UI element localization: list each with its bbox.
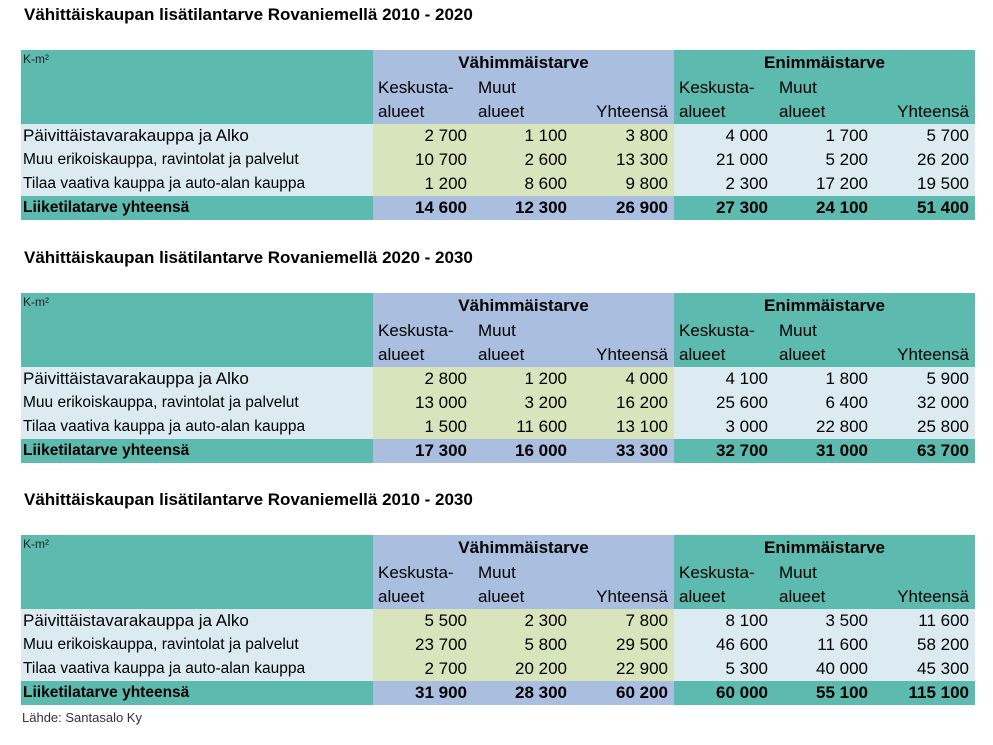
table-row xyxy=(21,172,975,196)
col-header: Keskusta- xyxy=(674,76,774,100)
col-header xyxy=(573,561,674,585)
col-header: Yhteensä xyxy=(874,585,975,609)
col-header: Muut xyxy=(473,319,573,343)
table-cell: 40 000 xyxy=(774,657,874,681)
col-header: alueet xyxy=(774,100,874,124)
col-header: Keskusta- xyxy=(674,319,774,343)
table-cell: 3 800 xyxy=(573,124,674,148)
unit-label: K-m² xyxy=(21,50,373,76)
table-cell: 7 800 xyxy=(573,609,674,633)
table-cell: 13 100 xyxy=(573,415,674,439)
table-cell: 1 200 xyxy=(373,172,473,196)
col-header: alueet xyxy=(674,100,774,124)
col-header: alueet xyxy=(473,585,573,609)
total-row xyxy=(21,681,975,705)
col-header: Muut xyxy=(774,561,874,585)
col-header: Keskusta- xyxy=(373,319,473,343)
total-cell: 26 900 xyxy=(573,196,674,220)
table-cell: 4 000 xyxy=(573,367,674,391)
table-row xyxy=(21,148,975,172)
table-cell: 23 700 xyxy=(373,633,473,657)
table-cell: 5 200 xyxy=(774,148,874,172)
row-label: Tilaa vaativa kauppa ja auto-alan kauppa xyxy=(21,172,373,196)
col-header: alueet xyxy=(674,343,774,367)
total-cell: 60 000 xyxy=(674,681,774,705)
total-row xyxy=(21,439,975,463)
row-label: Tilaa vaativa kauppa ja auto-alan kauppa xyxy=(21,415,373,439)
table-cell: 5 900 xyxy=(874,367,975,391)
total-cell: 32 700 xyxy=(674,439,774,463)
table-cell: 8 600 xyxy=(473,172,573,196)
total-cell: 16 000 xyxy=(473,439,573,463)
col-header xyxy=(874,319,975,343)
table-cell: 25 600 xyxy=(674,391,774,415)
table-cell: 8 100 xyxy=(674,609,774,633)
row-label: Päivittäistavarakauppa ja Alko xyxy=(21,609,373,633)
table-cell: 4 000 xyxy=(674,124,774,148)
group-header-max: Enimmäistarve xyxy=(674,293,975,319)
col-header: Muut xyxy=(774,319,874,343)
group-header-min: Vähimmäistarve xyxy=(373,535,674,561)
table-cell: 5 300 xyxy=(674,657,774,681)
col-header: alueet xyxy=(674,585,774,609)
table-cell: 6 400 xyxy=(774,391,874,415)
row-label: Tilaa vaativa kauppa ja auto-alan kauppa xyxy=(21,657,373,681)
row-label: Päivittäistavarakauppa ja Alko xyxy=(21,124,373,148)
table-cell: 26 200 xyxy=(874,148,975,172)
col-header: Yhteensä xyxy=(573,585,674,609)
source-note: Lähde: Santasalo Ky xyxy=(22,710,142,725)
group-header-min: Vähimmäistarve xyxy=(373,50,674,76)
col-header: alueet xyxy=(774,343,874,367)
col-header: alueet xyxy=(473,343,573,367)
table-row xyxy=(21,124,975,148)
unit-label: K-m² xyxy=(21,293,373,319)
table-cell: 5 800 xyxy=(473,633,573,657)
table-cell: 3 200 xyxy=(473,391,573,415)
table-cell: 11 600 xyxy=(473,415,573,439)
total-cell: 60 200 xyxy=(573,681,674,705)
col-header: Keskusta- xyxy=(373,561,473,585)
table-cell: 2 800 xyxy=(373,367,473,391)
col-header: Keskusta- xyxy=(674,561,774,585)
group-header-min: Vähimmäistarve xyxy=(373,293,674,319)
total-cell: 55 100 xyxy=(774,681,874,705)
col-header: alueet xyxy=(373,585,473,609)
total-cell: 33 300 xyxy=(573,439,674,463)
table-cell: 2 300 xyxy=(473,609,573,633)
table-row xyxy=(21,657,975,681)
total-cell: 63 700 xyxy=(874,439,975,463)
col-header: Yhteensä xyxy=(573,100,674,124)
table-cell: 46 600 xyxy=(674,633,774,657)
table-cell: 1 100 xyxy=(473,124,573,148)
col-header: Yhteensä xyxy=(573,343,674,367)
col-header: Yhteensä xyxy=(874,100,975,124)
col-header: alueet xyxy=(373,343,473,367)
table-cell: 2 600 xyxy=(473,148,573,172)
table-cell: 32 000 xyxy=(874,391,975,415)
total-cell: 17 300 xyxy=(373,439,473,463)
demand-table xyxy=(21,293,975,463)
total-label: Liiketilatarve yhteensä xyxy=(21,196,373,220)
total-cell: 115 100 xyxy=(874,681,975,705)
total-cell: 31 900 xyxy=(373,681,473,705)
table-cell: 2 700 xyxy=(373,657,473,681)
total-cell: 28 300 xyxy=(473,681,573,705)
table-cell: 1 500 xyxy=(373,415,473,439)
table-cell: 20 200 xyxy=(473,657,573,681)
group-header-max: Enimmäistarve xyxy=(674,535,975,561)
table-row xyxy=(21,633,975,657)
total-label: Liiketilatarve yhteensä xyxy=(21,439,373,463)
table-cell: 22 800 xyxy=(774,415,874,439)
table-cell: 16 200 xyxy=(573,391,674,415)
total-cell: 12 300 xyxy=(473,196,573,220)
table-cell: 21 000 xyxy=(674,148,774,172)
table-cell: 25 800 xyxy=(874,415,975,439)
table-cell: 9 800 xyxy=(573,172,674,196)
table-cell: 3 500 xyxy=(774,609,874,633)
col-header xyxy=(573,76,674,100)
col-header: Yhteensä xyxy=(874,343,975,367)
col-header: alueet xyxy=(373,100,473,124)
table-cell: 11 600 xyxy=(774,633,874,657)
table-cell: 1 700 xyxy=(774,124,874,148)
col-header: Keskusta- xyxy=(373,76,473,100)
table-row xyxy=(21,391,975,415)
row-label: Muu erikoiskauppa, ravintolat ja palvelut xyxy=(21,148,373,172)
demand-table xyxy=(21,535,975,705)
table-cell: 29 500 xyxy=(573,633,674,657)
table-cell: 17 200 xyxy=(774,172,874,196)
total-row xyxy=(21,196,975,220)
row-label: Päivittäistavarakauppa ja Alko xyxy=(21,367,373,391)
row-label: Muu erikoiskauppa, ravintolat ja palvelut xyxy=(21,633,373,657)
demand-table xyxy=(21,50,975,220)
table-cell: 3 000 xyxy=(674,415,774,439)
table-title: Vähittäiskaupan lisätilantarve Rovaniemellä 2020 - 2030 xyxy=(24,248,473,267)
table-cell: 58 200 xyxy=(874,633,975,657)
table-cell: 45 300 xyxy=(874,657,975,681)
total-cell: 14 600 xyxy=(373,196,473,220)
total-cell: 31 000 xyxy=(774,439,874,463)
table-cell: 1 200 xyxy=(473,367,573,391)
table-cell: 11 600 xyxy=(874,609,975,633)
table-cell: 1 800 xyxy=(774,367,874,391)
table-row xyxy=(21,367,975,391)
total-label: Liiketilatarve yhteensä xyxy=(21,681,373,705)
table-cell: 5 700 xyxy=(874,124,975,148)
table-row xyxy=(21,609,975,633)
table-row xyxy=(21,415,975,439)
col-header xyxy=(874,561,975,585)
total-cell: 27 300 xyxy=(674,196,774,220)
col-header xyxy=(874,76,975,100)
table-title: Vähittäiskaupan lisätilantarve Rovaniemellä 2010 - 2020 xyxy=(24,5,473,24)
table-cell: 19 500 xyxy=(874,172,975,196)
col-header xyxy=(573,319,674,343)
table-cell: 22 900 xyxy=(573,657,674,681)
col-header: Muut xyxy=(473,561,573,585)
total-cell: 24 100 xyxy=(774,196,874,220)
row-label: Muu erikoiskauppa, ravintolat ja palvelut xyxy=(21,391,373,415)
table-cell: 13 300 xyxy=(573,148,674,172)
group-header-max: Enimmäistarve xyxy=(674,50,975,76)
col-header: Muut xyxy=(774,76,874,100)
table-cell: 4 100 xyxy=(674,367,774,391)
unit-label: K-m² xyxy=(21,535,373,561)
col-header: alueet xyxy=(774,585,874,609)
table-cell: 5 500 xyxy=(373,609,473,633)
col-header: alueet xyxy=(473,100,573,124)
table-cell: 2 700 xyxy=(373,124,473,148)
col-header: Muut xyxy=(473,76,573,100)
table-cell: 2 300 xyxy=(674,172,774,196)
table-cell: 13 000 xyxy=(373,391,473,415)
total-cell: 51 400 xyxy=(874,196,975,220)
table-title: Vähittäiskaupan lisätilantarve Rovaniemellä 2010 - 2030 xyxy=(24,490,473,509)
table-cell: 10 700 xyxy=(373,148,473,172)
